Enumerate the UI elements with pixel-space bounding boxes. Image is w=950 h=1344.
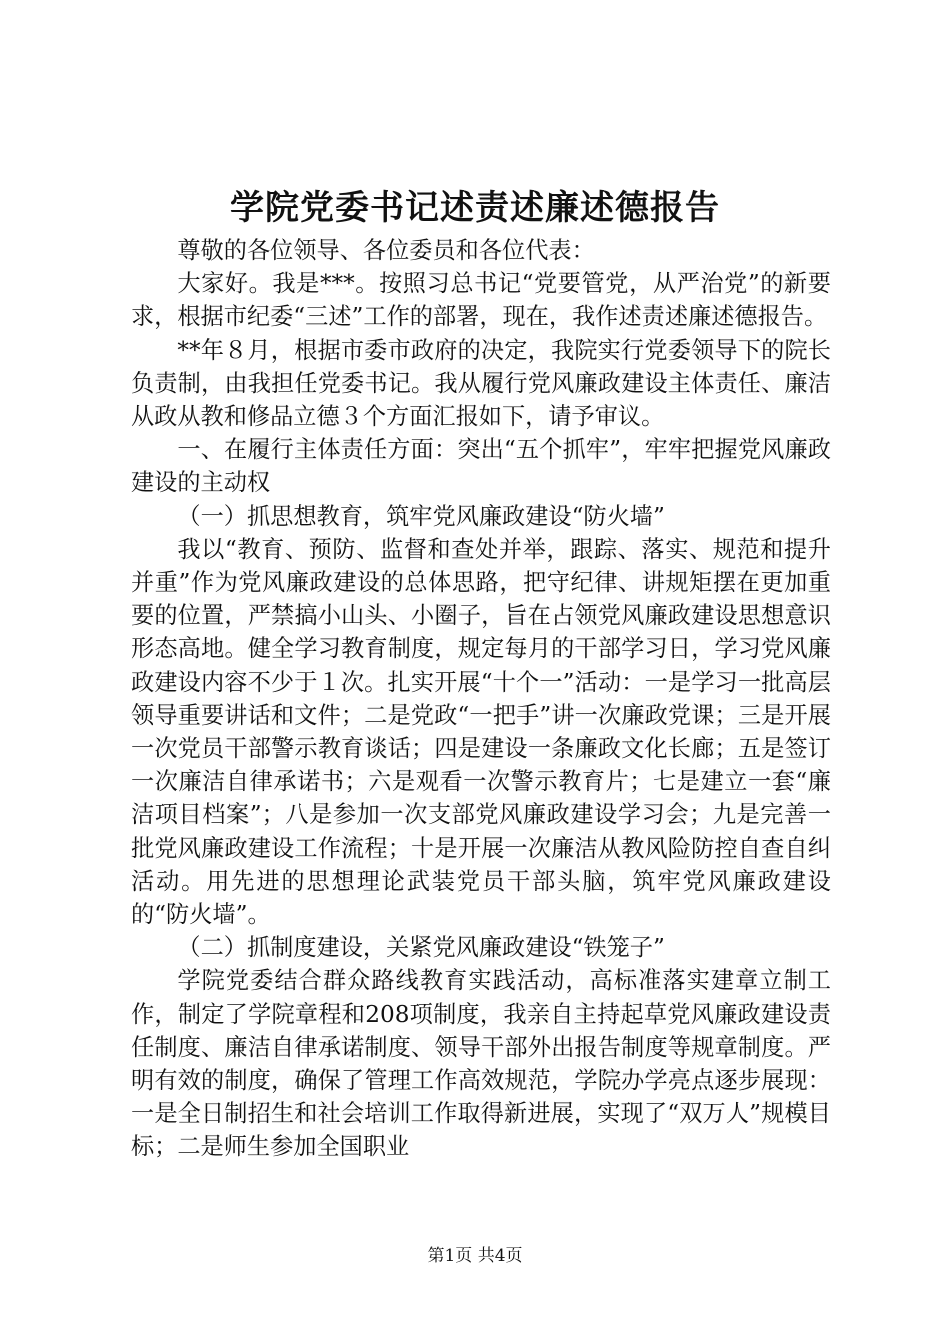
education-paragraph: 我以“教育、预防、监督和查处并举，跟踪、落实、规范和提升并重”作为党风廉政建设的总体思路，把守纪律、讲规矩摆在更加重要的位置，严禁搞小山头、小圈子，旨在占领党风廉政建设思想意识形态高地。健全学习教育制度，规定每月的干部学习日，学习党风廉政建设内容不少于１次。扎实开展“十个一”活动：一是学习一批高层领导重要讲话和文件；二是党政“一把手”讲一次廉政党课；三是开展一次党员干部警示教育谈话；四是建设一条廉政文化长廊；五是签订一次廉洁自律承诺书；六是观看一次警示教育片；七是建立一套“廉洁项目档案”；八是参加一次支部党风廉政建设学习会；九是完善一批党风廉政建设工作流程；十是开展一次廉洁从教风险防控自查自纠活动。用先进的思想理论武装党员干部头脑，筑牢党风廉政建设的“防火墙”。 [131,535,831,929]
subsection-heading-2: （二）抓制度建设，关紧党风廉政建设“铁笼子” [177,934,665,962]
intro-paragraph: 大家好。我是***。按照习总书记“党要管党，从严治党”的新要求，根据市纪委“三述”工作的部署，现在，我作述责述廉述德报告。 [131,270,831,331]
salutation-paragraph: 尊敬的各位领导、各位委员和各位代表： [177,237,595,264]
background-paragraph: **年８月，根据市委市政府的决定，我院实行党委领导下的院长负责制，由我担任党委书记。我从履行党风廉政建设主体责任、廉洁从政从教和修品立德３个方面汇报如下，请予审议。 [131,336,831,431]
subsection-heading-1: （一）抓思想教育，筑牢党风廉政建设“防火墙” [177,502,665,530]
section-heading-1: 一、在履行主体责任方面：突出“五个抓牢”，牢牢把握党风廉政建设的主动权 [131,436,831,497]
page-number-footer: 第1页 共4页 [427,1246,523,1266]
document-body [131,234,831,1164]
system-building-paragraph: 学院党委结合群众路线教育实践活动，高标准落实建章立制工作，制定了学院章程和208项制度，我亲自主持起草党风廉政建设责任制度、廉洁自律承诺制度、领导干部外出报告制度等规章制度。严明有效的制度，确保了管理工作高效规范，学院办学亮点逐步展现：一是全日制招生和社会培训工作取得新进展，实现了“双万人”规模目标；二是师生参加全国职业 [131,967,831,1161]
document-title: 学院党委书记述责述廉述德报告 [230,188,720,228]
